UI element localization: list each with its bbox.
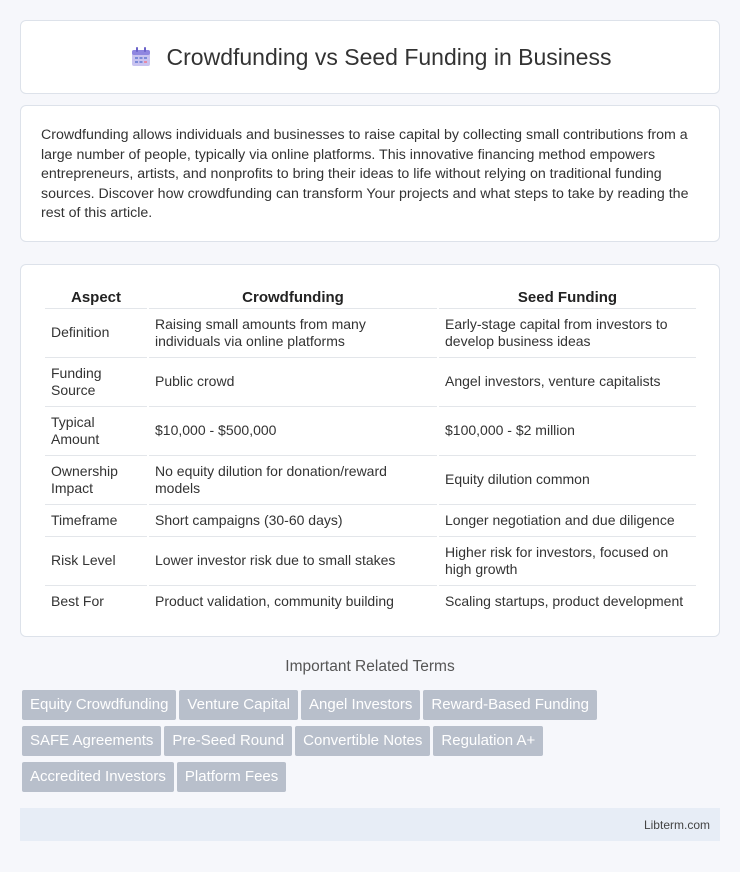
table-row xyxy=(45,309,696,358)
seed-funding-cell: Higher risk for investors, focused on high growth xyxy=(439,537,696,586)
footer xyxy=(20,808,720,841)
seed-funding-cell: $100,000 - $2 million xyxy=(439,407,696,456)
header-aspect: Aspect xyxy=(45,285,147,309)
aspect-cell: Best For xyxy=(51,593,104,610)
table-row xyxy=(45,505,696,537)
crowdfunding-cell: $10,000 - $500,000 xyxy=(149,407,437,456)
aspect-cell: Risk Level xyxy=(45,537,147,586)
intro-text: Crowdfunding allows individuals and businesses to raise capital by collecting small contributions from a large number of people, typically via online platforms. This innovative financing method empowers entrepreneurs, artists, and nonprofits to bring their ideas to life without relying on traditional funding sources. Discover how crowdfunding can transform Your projects and what steps to take by reading the rest of this article. xyxy=(41,127,689,221)
intro-card xyxy=(20,105,720,242)
header-seed-funding: Seed Funding xyxy=(439,285,696,309)
comparison-table-card xyxy=(20,264,720,637)
aspect-cell: Typical Amount xyxy=(45,407,147,456)
aspect-cell: Ownership Impact xyxy=(45,456,147,505)
table-row xyxy=(45,456,696,505)
term-chip[interactable]: Regulation A+ xyxy=(433,726,543,756)
term-chip[interactable]: Platform Fees xyxy=(177,762,286,792)
comparison-table xyxy=(43,285,698,618)
term-chip[interactable]: Reward-Based Funding xyxy=(423,690,597,720)
related-terms-list xyxy=(22,690,722,798)
seed-funding-cell: Scaling startups, product development xyxy=(445,593,684,610)
aspect-cell: Definition xyxy=(45,309,147,358)
crowdfunding-cell: Raising small amounts from many individuals via online platforms xyxy=(149,309,437,358)
term-chip[interactable]: Pre-Seed Round xyxy=(164,726,292,756)
crowdfunding-cell: No equity dilution for donation/reward models xyxy=(149,456,437,505)
term-chip[interactable]: Convertible Notes xyxy=(295,726,430,756)
seed-funding-cell: Equity dilution common xyxy=(439,456,696,505)
aspect-cell: Timeframe xyxy=(45,505,147,537)
seed-funding-cell: Angel investors, venture capitalists xyxy=(439,358,696,407)
header-crowdfunding: Crowdfunding xyxy=(149,285,437,309)
related-terms-heading: Important Related Terms xyxy=(285,658,455,675)
table-row xyxy=(45,358,696,407)
term-chip[interactable]: Angel Investors xyxy=(301,690,420,720)
table-row xyxy=(45,586,696,618)
crowdfunding-cell: Product validation, community building xyxy=(155,593,394,610)
crowdfunding-cell: Public crowd xyxy=(149,358,437,407)
crowdfunding-cell: Short campaigns (30-60 days) xyxy=(149,505,437,537)
footer-site-link[interactable]: Libterm.com xyxy=(643,817,710,832)
term-chip[interactable]: Accredited Investors xyxy=(22,762,174,792)
calendar-icon xyxy=(129,45,153,69)
term-chip[interactable]: SAFE Agreements xyxy=(22,726,161,756)
term-chip[interactable]: Venture Capital xyxy=(179,690,298,720)
crowdfunding-cell: Lower investor risk due to small stakes xyxy=(149,537,437,586)
table-row xyxy=(45,537,696,586)
seed-funding-cell: Early-stage capital from investors to develop business ideas xyxy=(439,309,696,358)
term-chip[interactable]: Equity Crowdfunding xyxy=(22,690,176,720)
seed-funding-cell: Longer negotiation and due diligence xyxy=(439,505,696,537)
aspect-cell: Funding Source xyxy=(45,358,147,407)
table-row xyxy=(45,407,696,456)
page-title: Crowdfunding vs Seed Funding in Business xyxy=(166,43,612,70)
title-card xyxy=(20,20,720,94)
